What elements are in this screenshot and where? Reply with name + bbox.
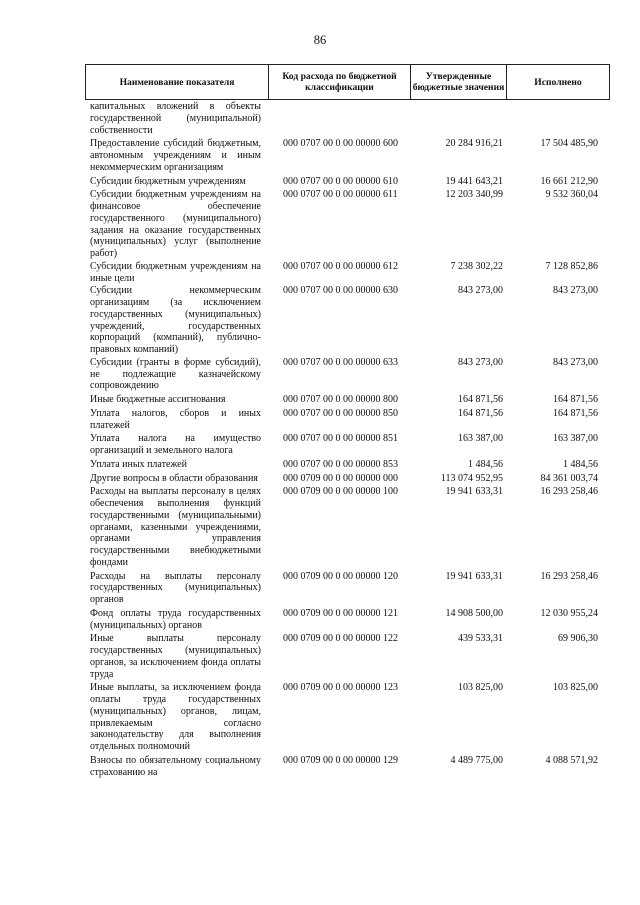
- table-row: [90, 101, 610, 136]
- row-name: Фонд оплаты труда государственных (муниципальных) органов: [90, 607, 261, 631]
- row-approved: 19 941 633,31: [445, 486, 503, 498]
- row-code: 000 0709 00 0 00 00000 121: [283, 607, 398, 619]
- header-code: Код расхода по бюджетной классификации: [268, 65, 410, 99]
- row-executed: 16 661 212,90: [540, 175, 598, 187]
- row-name: Уплата налога на имущество организаций и земельного налога: [90, 433, 261, 456]
- row-approved: 163 387,00: [458, 433, 503, 445]
- row-executed: 1 484,56: [563, 458, 598, 470]
- table-row: [90, 608, 610, 632]
- row-code: 000 0707 00 0 00 00000 850: [283, 407, 398, 419]
- table-row: [90, 357, 610, 392]
- row-executed: 12 030 955,24: [540, 607, 598, 619]
- row-approved: 19 441 643,21: [445, 175, 503, 187]
- table-row: [90, 394, 610, 406]
- row-code: 000 0707 00 0 00 00000 612: [283, 260, 398, 272]
- row-code: 000 0707 00 0 00 00000 611: [283, 189, 398, 201]
- table-row: [90, 459, 610, 471]
- row-name: Другие вопросы в области образования: [90, 472, 258, 484]
- row-name: Субсидии (гранты в форме субсидий), не подлежащие казначейскому сопровождению: [90, 356, 261, 392]
- table-row: [90, 285, 610, 356]
- row-code: 000 0707 00 0 00 00000 630: [283, 285, 398, 297]
- row-code: 000 0709 00 0 00 00000 123: [283, 682, 398, 694]
- row-executed: 843 273,00: [553, 356, 598, 368]
- row-name: Уплата налогов, сборов и иных платежей: [90, 407, 261, 431]
- row-code: 000 0709 00 0 00 00000 100: [283, 486, 398, 498]
- header-executed: Исполнено: [506, 65, 609, 99]
- row-name: Субсидии бюджетным учреждениям на иные цели: [90, 260, 261, 284]
- row-code: 000 0707 00 0 00 00000 600: [283, 138, 398, 150]
- row-executed: 103 825,00: [553, 682, 598, 694]
- row-approved: 164 871,56: [458, 394, 503, 405]
- table-row: [90, 473, 610, 485]
- row-approved: 843 273,00: [458, 356, 503, 368]
- header-approved: Утвержденные бюджетные значения: [410, 65, 506, 99]
- row-name: Расходы на выплаты персоналу государственных (муниципальных) органов: [90, 570, 261, 605]
- row-code: 000 0709 00 0 00 00000 120: [283, 570, 398, 582]
- row-executed: 843 273,00: [553, 285, 598, 297]
- row-approved: 19 941 633,31: [445, 570, 503, 582]
- row-executed: 4 088 571,92: [545, 754, 598, 766]
- row-name: Иные выплаты, за исключением фонда оплаты труда государственных (муниципальных) органов, лицам, привлекаемым согласно законодательству для выполнения отдельных полномочий: [90, 682, 261, 752]
- row-name: Иные выплаты персоналу государственных (муниципальных) органов, за исключением фонда оплаты труда: [90, 633, 261, 680]
- row-name: Предоставление субсидий бюджетным, автономным учреждениям и иным некоммерческим организациям: [90, 138, 261, 173]
- row-name: Иные бюджетные ассигнования: [90, 394, 226, 405]
- row-executed: 7 128 852,86: [545, 260, 598, 272]
- row-approved: 843 273,00: [458, 285, 503, 297]
- row-executed: 163 387,00: [553, 433, 598, 445]
- row-name: Уплата иных платежей: [90, 458, 187, 470]
- row-name: капитальных вложений в объекты государственной (муниципальной) собственности: [90, 101, 261, 136]
- row-executed: 16 293 258,46: [540, 486, 598, 498]
- table-body: [90, 101, 610, 778]
- row-code: 000 0707 00 0 00 00000 853: [283, 458, 398, 470]
- row-code: 000 0709 00 0 00 00000 129: [283, 754, 398, 766]
- table-row: [90, 189, 610, 260]
- row-approved: 4 489 775,00: [450, 754, 503, 766]
- row-name: Взносы по обязательному социальному страхованию на: [90, 754, 261, 778]
- page-number: 86: [313, 33, 327, 47]
- row-executed: 164 871,56: [553, 394, 598, 405]
- row-approved: 7 238 302,22: [450, 260, 503, 272]
- table-row: [90, 261, 610, 285]
- row-name: Субсидии бюджетным учреждениям на финансовое обеспечение государственного (муниципального) задания на оказание государственных (муниципальных) услуг (выполнение работ): [90, 189, 261, 259]
- row-executed: 9 532 360,04: [545, 189, 598, 201]
- row-name: Субсидии бюджетным учреждениям: [90, 175, 246, 187]
- table-row: [90, 682, 610, 753]
- row-code: 000 0709 00 0 00 00000 122: [283, 633, 398, 645]
- header-name: Наименование показателя: [119, 76, 235, 88]
- row-executed: 16 293 258,46: [540, 570, 598, 582]
- row-code: 000 0709 00 0 00 00000 000: [283, 472, 398, 484]
- row-approved: 14 908 500,00: [445, 607, 503, 619]
- table-header: [85, 64, 610, 100]
- row-name: Субсидии некоммерческим организациям (за исключением государственных (муниципальных) учреждений, государственных корпораций (компаний), публично-правовых компаний): [90, 285, 261, 355]
- row-code: 000 0707 00 0 00 00000 800: [283, 394, 398, 405]
- row-approved: 164 871,56: [458, 407, 503, 419]
- row-approved: 1 484,56: [468, 458, 503, 470]
- row-executed: 17 504 485,90: [540, 138, 598, 150]
- row-executed: 84 361 003,74: [540, 472, 598, 484]
- table-row: [90, 433, 610, 457]
- row-code: 000 0707 00 0 00 00000 851: [283, 433, 398, 445]
- table-row: [90, 138, 610, 173]
- row-approved: 103 825,00: [458, 682, 503, 694]
- row-name: Расходы на выплаты персоналу в целях обеспечения выполнения функций государственными (муниципальными) органами, казенными учреждениями, органами управления государственными внебюджетными фондами: [90, 486, 261, 568]
- table-row: [90, 755, 610, 779]
- row-approved: 439 533,31: [458, 633, 503, 645]
- row-executed: 69 906,30: [558, 633, 598, 645]
- table-row: [90, 176, 610, 188]
- row-approved: 20 284 916,21: [445, 138, 503, 150]
- table-row: [90, 571, 610, 606]
- row-code: 000 0707 00 0 00 00000 633: [283, 356, 398, 368]
- row-approved: 12 203 340,99: [445, 189, 503, 201]
- row-approved: 113 074 952,95: [440, 472, 503, 484]
- table-row: [90, 486, 610, 568]
- table-row: [90, 633, 610, 680]
- row-code: 000 0707 00 0 00 00000 610: [283, 175, 398, 187]
- row-executed: 164 871,56: [553, 407, 598, 419]
- table-row: [90, 408, 610, 432]
